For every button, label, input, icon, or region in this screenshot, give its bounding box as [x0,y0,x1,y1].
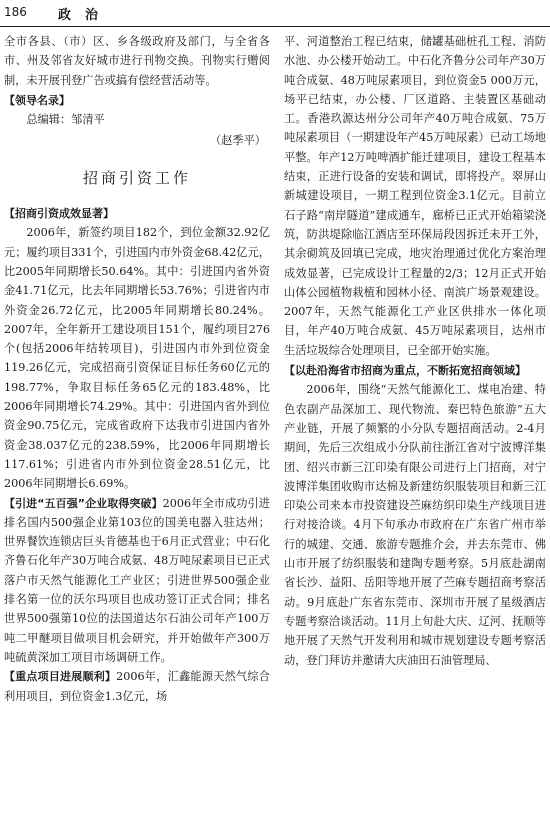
continued-paragraph: 平、河道整治工程已结束，储罐基础桩孔工程、消防水池、办公楼开始动工。中石化齐鲁分公司年产30万吨合成氨、48万吨尿素项目，到位资金5 000万元，场平已结束，办公楼、厂区道路、主装置区基础动工。香港玖源达州分公司年产40万吨合成氨、75万吨尿素项目（一期建设年产45万吨尿素）已动工场地平整。年产12万吨啤酒扩能迁建项目，建设工程基本结束，正进行设备的安装和调试，即将投产。翠屏山新城建设项目，一期工程到位资金3.1亿元。目前立石子路“南岸隧道”建成通车，廊桥已正式开始箱梁浇筑，防洪堤除临江酒店至环保局段因拆迁未开工外，其余砌筑及回填已完成，地灾治理通过优化方案治理成效显著，已完成设计工程量的2/3；12月正式开始山体公园植物栽植和园林小径、南滨广场景观建设。2007年，天然气能源化工产业区供排水一体化项目，年产40万吨合成氨、45万吨尿素项目，达州市生活垃圾综合处理项目，已全部开始实施。 [284,35,546,357]
right-column [284,32,546,834]
s3-text: 2006年，汇鑫能源天然气综合利用项目，到位资金1.3亿元，场 [4,670,270,703]
s2-heading: 【引进“五百强”企业取得突破】 [4,496,163,510]
leader-heading-line [4,91,270,110]
s1-heading-line [4,204,270,223]
s1-paragraph: 2006年，新签约项目182个，到位金额32.92亿元；履约项目331个，引进国内市外资金68.42亿元，比2005年同期增长50.64%。其中：引进国内省外资金41.71亿元，比去年同期增长53.76%；引进省内市外资金26.72亿元，比2005年同期增长80.24%。2007年，全年新开工建设项目151个，履约项目276个(包括2006年结转项目)，引进国内市外到位资金119.26亿元，完成招商引资保证目标任务60亿元的198.77%，争取目标任务65亿元的183.48%，比2006年同期增长74.29%。其中：引进国内省外到位资金90.75亿元，完成省政府下达我市引进国内省外资金38.037亿元的238.59%，比2006年同期增长117.61%；引进省内市外到位资金28.51亿元，比2006年同期增长6.69%。 [4,226,270,491]
left-column [4,32,270,834]
chapter-title: 招商引资工作 [82,168,191,187]
section-title-header: 政治 [58,8,113,23]
s2-text: 2006年全市成功引进排名国内500强企业第103位的国美电器入驻达州；世界餐饮连锁店巨头肯德基也于6月正式营业；中石化齐鲁石化年产30万吨合成氨、48万吨尿素项目已正式落户市天然气能源化工产业区；引进世界500强企业排名第一位的沃尔玛项目也成功签订正式合同；排名世界500强第10位的法国道达尔石油公司年产100万吨二甲醚项目做项目机会研究，并开始做年产300万吨硫黄深加工项目市场调研工作。 [4,496,270,664]
s3-paragraph [4,667,270,706]
s4-heading: 【以赴沿海省市招商为重点，不断拓宽招商领域】 [284,364,526,378]
s4-heading-line [284,361,546,380]
leader-heading: 【领导名录】 [4,93,70,107]
author-signature: （赵季平） [210,134,266,148]
page-header [0,0,550,28]
page-number: 186 [4,5,27,19]
s3-heading: 【重点项目进展顺利】 [4,670,117,684]
editor-line: 总编辑：邹清平 [26,113,105,127]
intro-paragraph: 全市各县、（市）区、乡各级政府及部门，与全省各市、州及邻省友好城市进行刊物交换。刊物实行赠阅制，未开展刊登广告或搞有偿经营活动等。 [4,35,270,87]
s4-paragraph: 2006年，围绕“天然气能源化工、煤电冶建、特色农副产品深加工、现代物流、秦巴特色旅游”五大产业链，开展了频繁的小分队专题招商活动。2-4月期间，先后三次组成小分队前往浙江省对宁波博洋集团、绍兴市新三江印染有限公司进行上门招商，对宁波博洋集团收购市达棉及新建纺织服装项目和新三江印染公司来本市投资建设苎麻纺织印染生产线项目进行对接洽谈。4月下旬承办市政府在广东省广州市举行的城建、交通、旅游专题推介会，并去东莞市、佛山市开展了纺织服装和建陶专题考察。5月底赴湖南省长沙、益阳、岳阳等地开展了苎麻专题招商考察活动。9月底赴广东省东莞市、深圳市开展了星级酒店专题考察洽谈活动。11月上旬赴大庆、辽河、抚顺等地开展了天然气开发利用和城市规划建设专题考察活动，登门拜访并邀请大庆油田石油管理局、 [284,383,546,667]
s2-paragraph [4,494,270,668]
s1-heading: 【招商引资成效显著】 [4,207,114,221]
header-rule [0,26,550,27]
